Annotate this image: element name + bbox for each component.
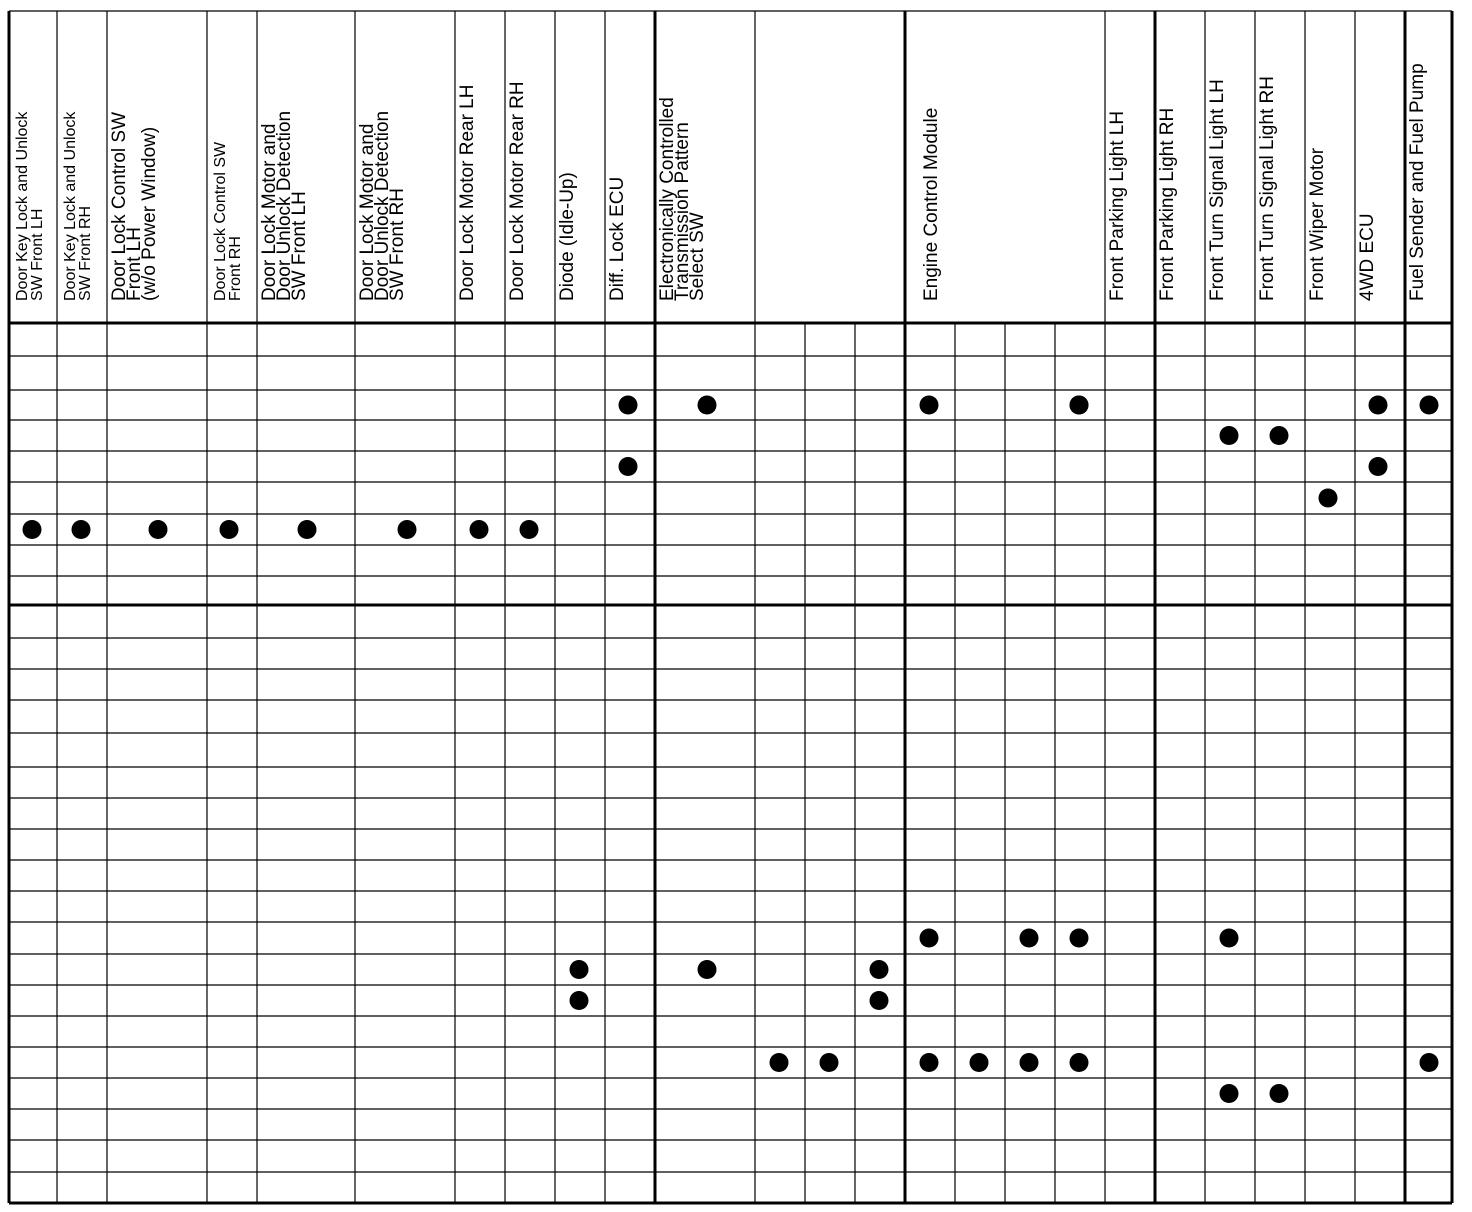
connection-dot-r21-c11 <box>570 960 589 979</box>
connection-dot-r3-c27 <box>1369 396 1388 415</box>
column-header-c11-line-2: Transmission Pattern <box>672 122 693 301</box>
column-header-c6-line-1: Door Lock Motor and <box>357 123 378 301</box>
connection-dot-r24-c18 <box>920 1053 939 1072</box>
column-header-c13-line-1: Front Parking Light LH <box>1107 110 1128 301</box>
column-header-c11-line-3: Select SW <box>687 212 708 301</box>
column-header-c5-line-1: Door Lock Motor and <box>259 123 280 301</box>
column-header-c3-line-3: (w/o Power Window) <box>139 126 160 301</box>
connection-dot-r5-c27 <box>1369 457 1388 476</box>
connection-dot-r3-c14 <box>698 396 717 415</box>
column-header-c9-line-1: Diode (Idle-Up) <box>557 172 578 301</box>
connection-dot-r4-c25 <box>1270 426 1289 445</box>
column-header-c1-line-1: Door Key Lock and Unlock <box>14 111 31 301</box>
connection-dot-r5-c12 <box>619 457 638 476</box>
connection-dot-r3-c28 <box>1420 396 1439 415</box>
connection-dot-r20-c23 <box>1020 929 1039 948</box>
connection-dot-r7-c6 <box>298 520 317 539</box>
column-header-c2-line-2: SW Front RH <box>77 205 94 301</box>
column-header-c6-line-2: Door Unlock Detection <box>372 110 393 301</box>
connection-dot-r25-c24 <box>1220 1084 1239 1103</box>
connection-dot-r6-c26 <box>1319 489 1338 508</box>
column-header-c19-line-1: Fuel Sender and Fuel Pump <box>1407 63 1428 301</box>
connection-dot-r21-c17 <box>870 960 889 979</box>
connection-dot-r7-c8 <box>398 520 417 539</box>
column-header-c2-line-1: Door Key Lock and Unlock <box>62 111 79 301</box>
column-header-c1-line-2: SW Front LH <box>29 208 46 301</box>
connection-dot-r7-c10 <box>520 520 539 539</box>
connection-dot-r7-c4 <box>220 520 239 539</box>
column-header-c7-line-1: Door Lock Motor Rear LH <box>457 84 478 301</box>
column-header-c3-line-1: Door Lock Control SW <box>109 111 130 301</box>
connection-dot-r3-c18 <box>920 396 939 415</box>
column-header-c4-line-2: Front RH <box>227 236 244 301</box>
connection-dot-r22-c17 <box>870 991 889 1010</box>
column-header-c18-line-1: 4WD ECU <box>1357 213 1378 301</box>
connection-dot-r22-c11 <box>570 991 589 1010</box>
connection-dot-r24-c20 <box>1020 1053 1039 1072</box>
column-header-c6-line-3: SW Front RH <box>387 188 408 301</box>
connection-dot-r21-c14 <box>698 960 717 979</box>
column-header-c11-line-1: Electronically Controlled <box>657 97 678 301</box>
connection-dot-r7-c9 <box>470 520 489 539</box>
connection-dot-r20-c18 <box>920 929 939 948</box>
connection-dot-r24-c16 <box>820 1053 839 1072</box>
column-header-c17-line-1: Front Wiper Motor <box>1307 147 1328 301</box>
connection-dot-r4-c24 <box>1220 426 1239 445</box>
column-header-c16-line-1: Front Turn Signal Light RH <box>1257 76 1278 301</box>
connection-dot-r3-c12 <box>619 396 638 415</box>
connection-dot-r25-c25 <box>1270 1084 1289 1103</box>
connection-dot-r20-c24 <box>1220 929 1239 948</box>
column-header-c5-line-3: SW Front LH <box>289 191 310 301</box>
connection-dots <box>23 396 1439 1104</box>
connection-dot-r7-c1 <box>72 520 91 539</box>
connection-dot-r7-c0 <box>23 520 42 539</box>
column-headers <box>14 63 1428 301</box>
connection-dot-r24-c28 <box>1420 1053 1439 1072</box>
connection-dot-r24-c19 <box>970 1053 989 1072</box>
connection-dot-r20-c22 <box>1070 929 1089 948</box>
connection-dot-r3-c22 <box>1070 396 1089 415</box>
column-header-c14-line-1: Front Parking Light RH <box>1157 107 1178 301</box>
column-header-c8-line-1: Door Lock Motor Rear RH <box>507 81 528 301</box>
connection-dot-r24-c22 <box>1070 1053 1089 1072</box>
column-header-c5-line-2: Door Unlock Detection <box>274 110 295 301</box>
column-header-c12-line-1: Engine Control Module <box>921 107 942 301</box>
column-header-c4-line-1: Door Lock Control SW <box>212 141 229 301</box>
connection-dot-r24-c15 <box>770 1053 789 1072</box>
column-header-c3-line-2: Front LH <box>124 227 145 301</box>
connection-dot-r7-c3 <box>149 520 168 539</box>
column-header-c15-line-1: Front Turn Signal Light LH <box>1207 79 1228 301</box>
column-header-c10-line-1: Diff. Lock ECU <box>607 176 628 301</box>
